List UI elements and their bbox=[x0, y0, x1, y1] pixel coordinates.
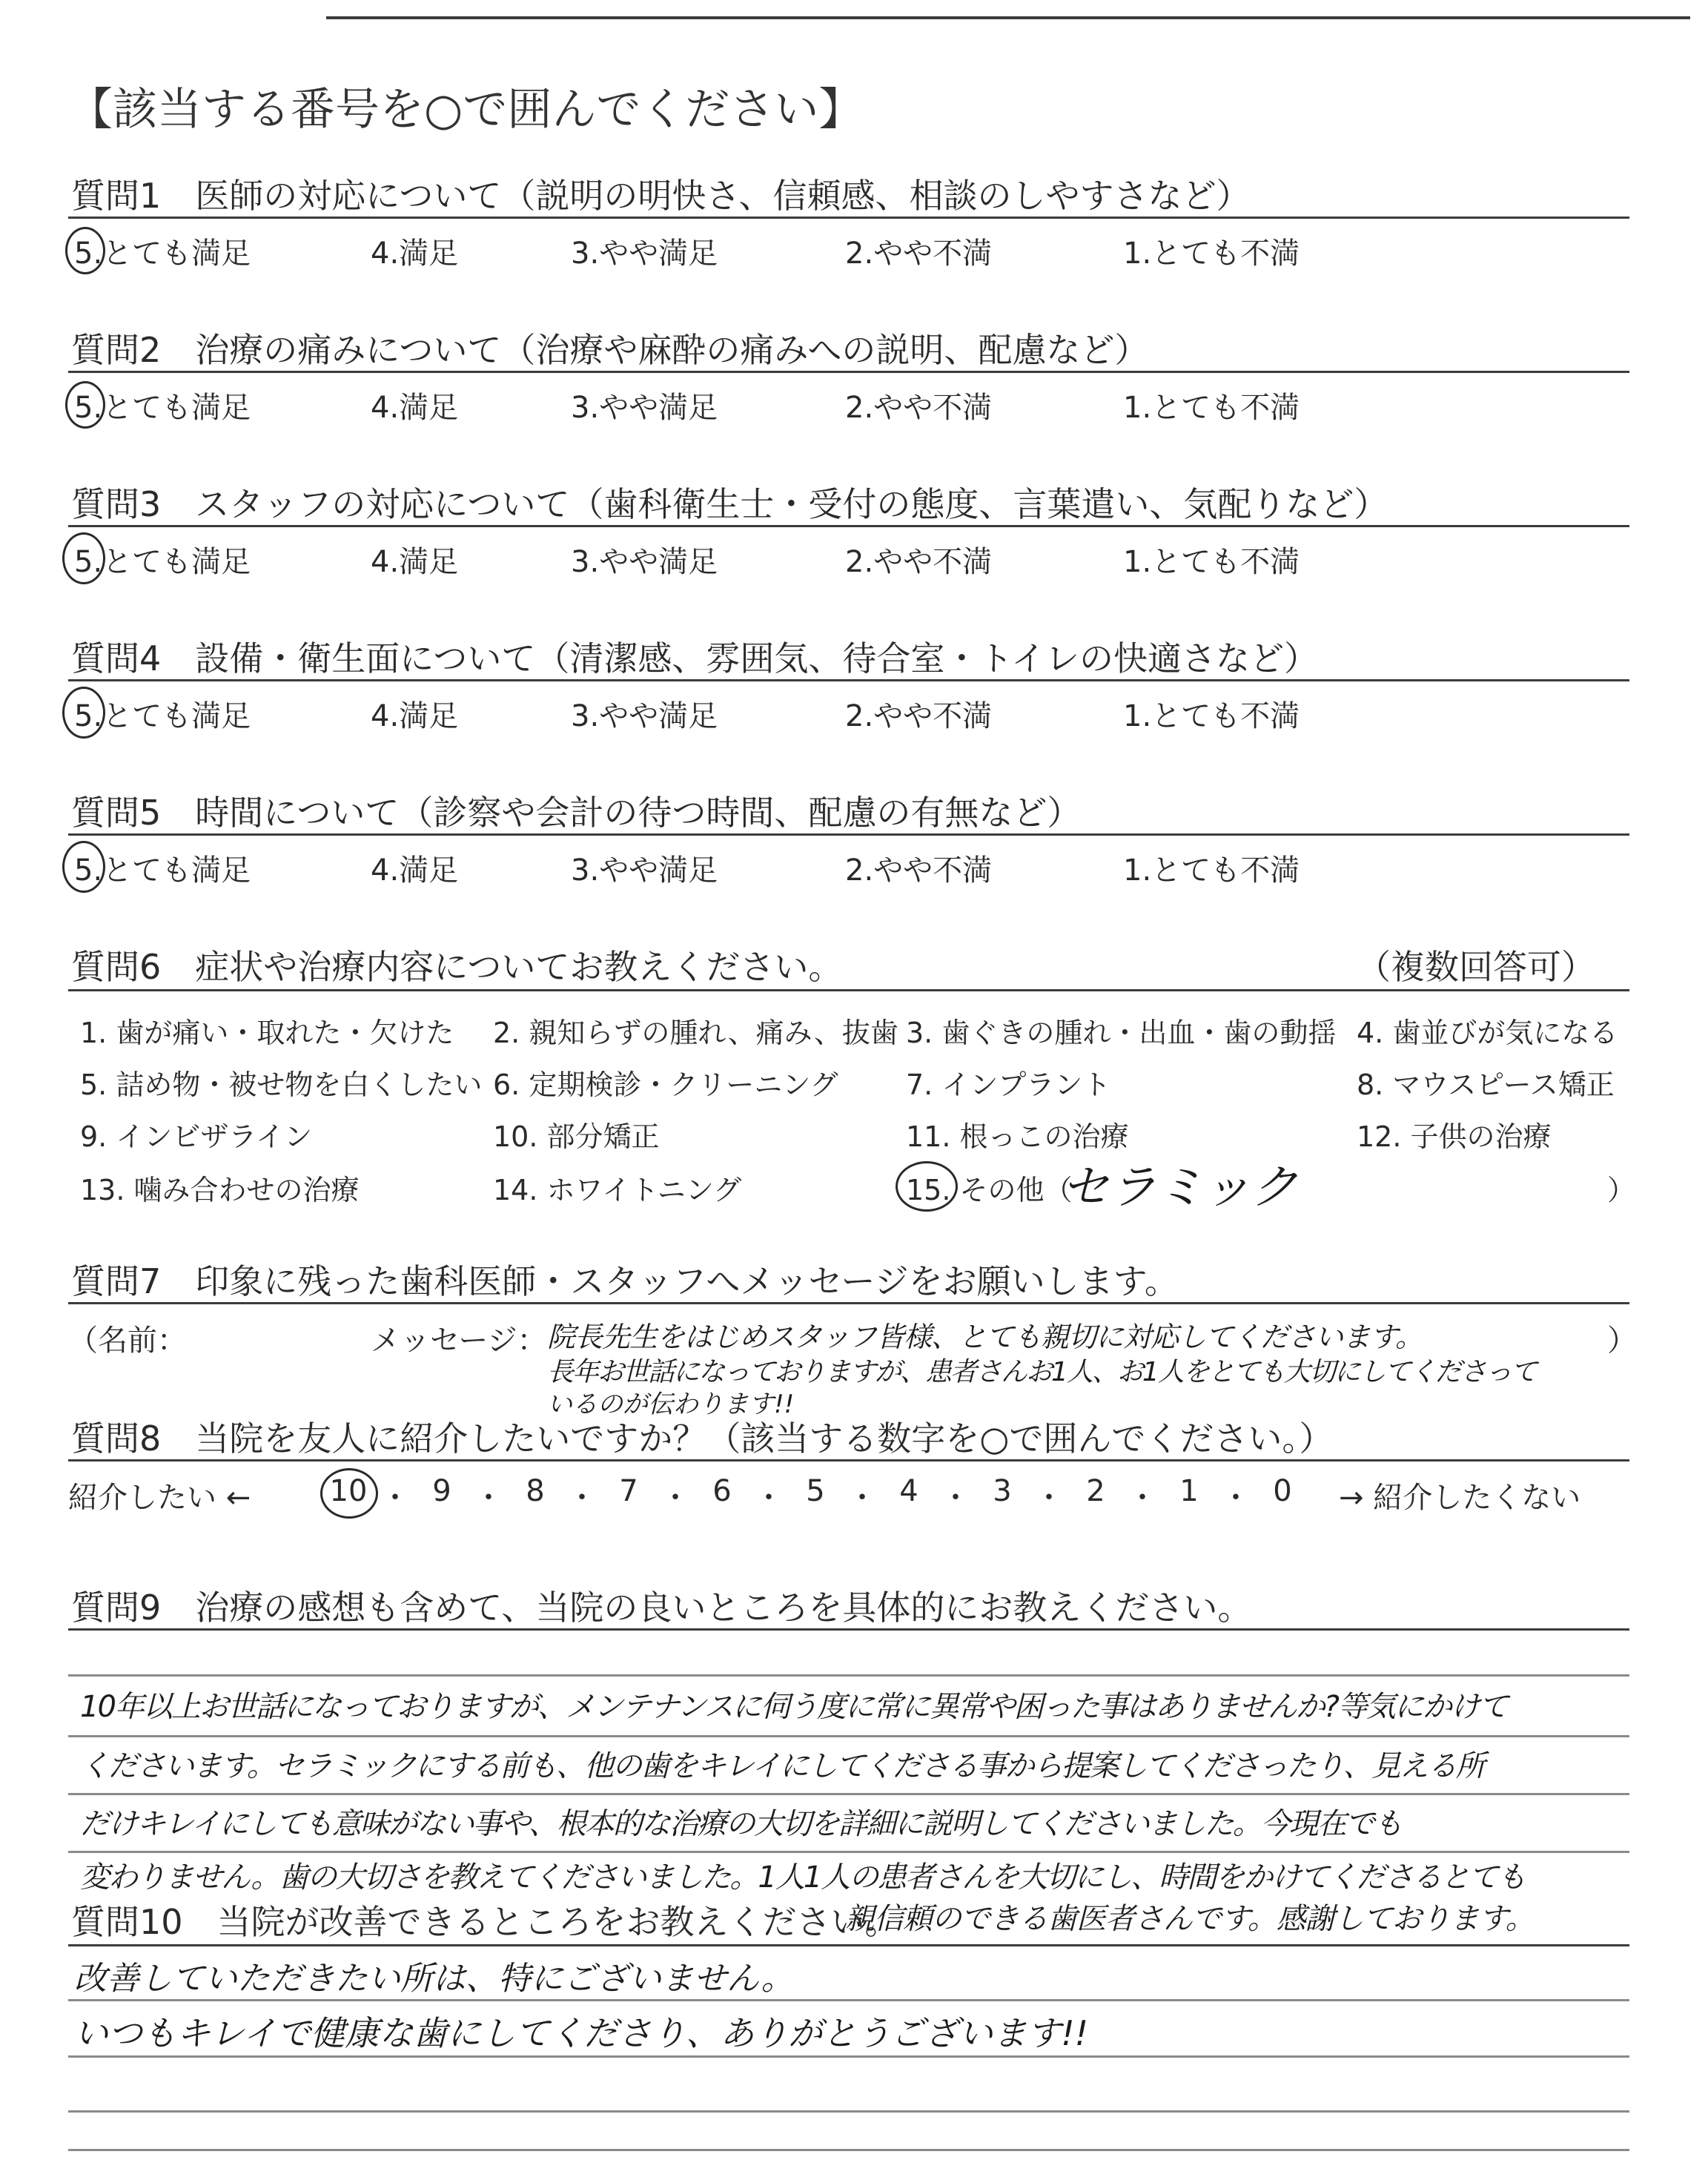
answer-handwritten-line: いつもキレイで健康な歯にしてくださり、ありがとうございます!! bbox=[74, 2013, 1089, 2053]
question-title: 質問1 医師の対応について（説明の明快さ、信頼感、相談のしやすさなど） bbox=[71, 176, 1251, 216]
scale-9[interactable]: 9 bbox=[432, 1474, 451, 1508]
option-5-circled[interactable]: 5.とても満足 bbox=[74, 545, 251, 579]
selected-answer-circle bbox=[896, 1161, 958, 1212]
question-title: 質問4 設備・衛生面について（清潔感、雰囲気、待合室・トイレの快適さなど） bbox=[71, 638, 1319, 678]
question-title: 質問2 治療の痛みについて（治療や麻酔の痛みへの説明、配慮など） bbox=[71, 330, 1149, 370]
answer-handwritten-line: 親信頼のできる歯医者さんです。感謝しております。 bbox=[845, 1902, 1535, 1936]
answer-handwritten-line: 変わりません。歯の大切さを教えてくださいました。1人1人の患者さんを大切にし、時間をかけてくださるとても bbox=[80, 1860, 1526, 1895]
question-title: 質問7 印象に残った歯科医師・スタッフへメッセージをお願いします。 bbox=[71, 1261, 1179, 1301]
option-4[interactable]: 4.満足 bbox=[371, 237, 459, 271]
option-3[interactable]: 3.やや満足 bbox=[571, 237, 718, 271]
symptom-option[interactable]: 9. インビザライン bbox=[80, 1120, 313, 1153]
symptom-option[interactable]: 3. 歯ぐきの腫れ・出血・歯の動揺 bbox=[906, 1017, 1337, 1049]
symptom-option[interactable]: 14. ホワイトニング bbox=[493, 1174, 742, 1206]
other-close-paren: ） bbox=[1607, 1174, 1636, 1206]
message-label: メッセージ： bbox=[371, 1324, 547, 1358]
message-close-paren: ） bbox=[1607, 1324, 1637, 1358]
scale-0[interactable]: 0 bbox=[1273, 1474, 1292, 1508]
answer-handwritten-line: 改善していただきたい所は、特にございません。 bbox=[74, 1960, 794, 1998]
symptom-option[interactable]: 11. 根っこの治療 bbox=[906, 1120, 1129, 1153]
option-1[interactable]: 1.とても不満 bbox=[1123, 699, 1300, 733]
option-2[interactable]: 2.やや不満 bbox=[845, 699, 993, 733]
selected-answer-circle bbox=[62, 532, 105, 584]
option-1[interactable]: 1.とても不満 bbox=[1123, 391, 1300, 425]
option-4[interactable]: 4.満足 bbox=[371, 699, 459, 733]
symptom-option[interactable]: 5. 詰め物・被せ物を白くしたい bbox=[80, 1069, 483, 1101]
recommend-left-label: 紹介したい ← bbox=[68, 1481, 251, 1515]
symptom-option[interactable]: 13. 噛み合わせの治療 bbox=[80, 1174, 360, 1206]
option-3[interactable]: 3.やや満足 bbox=[571, 391, 718, 425]
option-1[interactable]: 1.とても不満 bbox=[1123, 853, 1300, 888]
message-handwritten-line: 長年お世話になっておりますが、患者さんお1人、お1人をとても大切にしてくださって bbox=[547, 1357, 1536, 1387]
scale-2[interactable]: 2 bbox=[1086, 1474, 1105, 1508]
separator: ・ bbox=[1034, 1481, 1064, 1515]
separator: ・ bbox=[380, 1481, 410, 1515]
separator: ・ bbox=[941, 1481, 970, 1515]
message-handwritten-line: いるのが伝わります!! bbox=[547, 1390, 795, 1419]
selected-answer-circle bbox=[320, 1468, 378, 1519]
scale-8[interactable]: 8 bbox=[526, 1474, 545, 1508]
option-2[interactable]: 2.やや不満 bbox=[845, 391, 993, 425]
scale-5[interactable]: 5 bbox=[806, 1474, 825, 1508]
option-3[interactable]: 3.やや満足 bbox=[571, 699, 718, 733]
name-label: （名前： bbox=[68, 1324, 187, 1358]
scale-4[interactable]: 4 bbox=[899, 1474, 918, 1508]
recommend-right-label: → 紹介したくない bbox=[1339, 1481, 1581, 1515]
scale-7[interactable]: 7 bbox=[619, 1474, 638, 1508]
question-title: 質問5 時間について（診察や会計の待つ時間、配慮の有無など） bbox=[71, 793, 1082, 833]
option-2[interactable]: 2.やや不満 bbox=[845, 853, 993, 888]
option-5-circled[interactable]: 5.とても満足 bbox=[74, 237, 251, 271]
separator: ・ bbox=[754, 1481, 784, 1515]
answer-handwritten-line: だけキレイにしても意味がない事や、根本的な治療の大切を詳細に説明してくださいました。今現在でも bbox=[80, 1807, 1402, 1841]
question-title: 質問8 当院を友人に紹介したいですか？（該当する数字を○で囲んでください。） bbox=[71, 1418, 1334, 1459]
symptom-option[interactable]: 1. 歯が痛い・取れた・欠けた bbox=[80, 1017, 454, 1049]
option-3[interactable]: 3.やや満足 bbox=[571, 545, 718, 579]
separator: ・ bbox=[567, 1481, 597, 1515]
separator: ・ bbox=[661, 1481, 690, 1515]
option-3[interactable]: 3.やや満足 bbox=[571, 853, 718, 888]
option-4[interactable]: 4.満足 bbox=[371, 545, 459, 579]
separator: ・ bbox=[847, 1481, 877, 1515]
other-answer-handwritten: セラミック bbox=[1062, 1160, 1298, 1215]
symptom-option-other[interactable]: 15. その他（ bbox=[906, 1174, 1073, 1206]
option-2[interactable]: 2.やや不満 bbox=[845, 545, 993, 579]
symptom-option[interactable]: 7. インプラント bbox=[906, 1069, 1111, 1101]
option-1[interactable]: 1.とても不満 bbox=[1123, 545, 1300, 579]
symptom-option[interactable]: 6. 定期検診・クリーニング bbox=[493, 1069, 838, 1101]
option-2[interactable]: 2.やや不満 bbox=[845, 237, 993, 271]
option-1[interactable]: 1.とても不満 bbox=[1123, 237, 1300, 271]
separator: ・ bbox=[1221, 1481, 1251, 1515]
symptom-option[interactable]: 12. 子供の治療 bbox=[1357, 1120, 1552, 1153]
separator: ・ bbox=[1128, 1481, 1157, 1515]
selected-answer-circle bbox=[62, 841, 105, 893]
scale-6[interactable]: 6 bbox=[712, 1474, 732, 1508]
scale-10[interactable]: 10 bbox=[329, 1474, 368, 1508]
top-border bbox=[326, 16, 1690, 19]
symptom-option[interactable]: 10. 部分矯正 bbox=[493, 1120, 660, 1153]
option-5-circled[interactable]: 5.とても満足 bbox=[74, 853, 251, 888]
selected-answer-circle bbox=[62, 687, 105, 739]
question-title: 質問6 症状や治療内容についてお教えください。 bbox=[71, 947, 843, 987]
survey-instruction: 【該当する番号を○で囲んでください】 bbox=[68, 84, 864, 136]
scale-3[interactable]: 3 bbox=[993, 1474, 1012, 1508]
symptom-option[interactable]: 2. 親知らずの腫れ、痛み、抜歯 bbox=[493, 1017, 898, 1049]
separator: ・ bbox=[474, 1481, 503, 1515]
question-title: 質問10 当院が改善できるところをお教えください。 bbox=[71, 1902, 899, 1942]
recommend-scale bbox=[326, 1474, 1305, 1516]
answer-handwritten-line: 10年以上お世話になっておりますが、メンテナンスに伺う度に常に異常や困った事はありませんか?等気にかけて bbox=[80, 1690, 1507, 1724]
option-4[interactable]: 4.満足 bbox=[371, 853, 459, 888]
answer-handwritten-line: くださいます。セラミックにする前も、他の歯をキレイにしてくださる事から提案してくださったり、見える所 bbox=[80, 1749, 1484, 1783]
option-5-circled[interactable]: 5.とても満足 bbox=[74, 391, 251, 425]
option-4[interactable]: 4.満足 bbox=[371, 391, 459, 425]
selected-answer-circle bbox=[65, 227, 105, 274]
scale-1[interactable]: 1 bbox=[1179, 1474, 1199, 1508]
question-title: 質問3 スタッフの対応について（歯科衛生士・受付の態度、言葉遣い、気配りなど） bbox=[71, 484, 1388, 524]
multiple-answer-note: （複数回答可） bbox=[1357, 947, 1595, 987]
symptom-option[interactable]: 4. 歯並びが気になる bbox=[1357, 1017, 1618, 1049]
selected-answer-circle bbox=[65, 381, 105, 429]
message-handwritten-line: 院長先生をはじめスタッフ皆様、とても親切に対応してくださいます。 bbox=[547, 1321, 1423, 1353]
question-title: 質問9 治療の感想も含めて、当院の良いところを具体的にお教えください。 bbox=[71, 1588, 1252, 1628]
symptom-option[interactable]: 8. マウスピース矯正 bbox=[1357, 1069, 1615, 1101]
option-5-circled[interactable]: 5.とても満足 bbox=[74, 699, 251, 733]
